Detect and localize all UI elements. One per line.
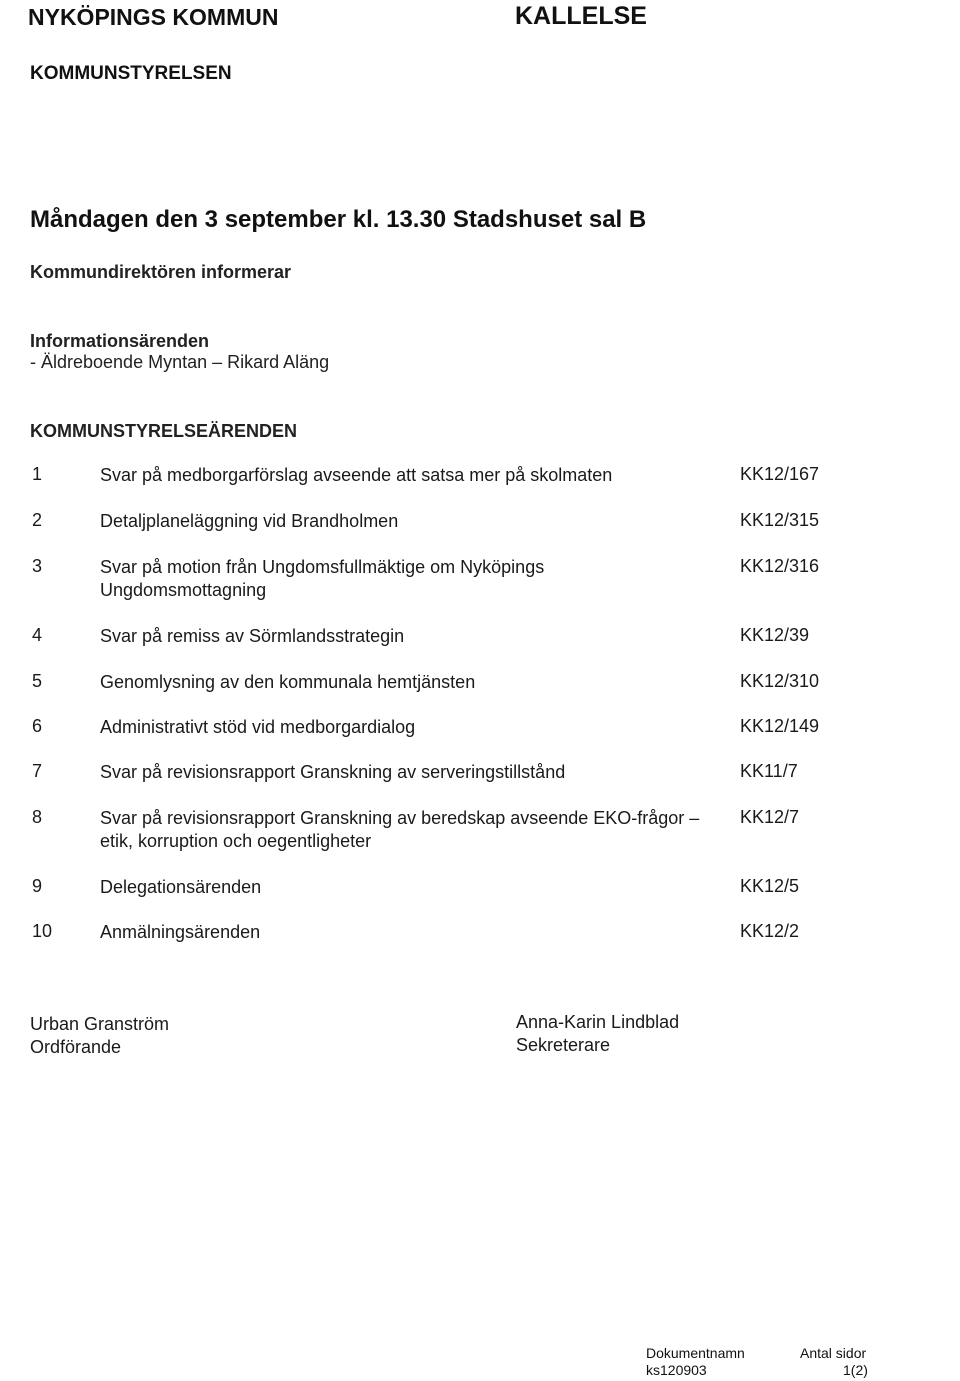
document-name: ks120903: [646, 1362, 707, 1378]
document-name-label: Dokumentnamn: [646, 1345, 745, 1361]
agenda-item-number: 9: [32, 876, 43, 896]
pages-label: Antal sidor: [800, 1345, 867, 1361]
agenda-item-number: 6: [32, 716, 43, 736]
agenda-item-title: Svar på revisionsrapport Granskning av beredskap avseende EKO-frågor – etik, korruption och oegentligheter: [100, 808, 700, 851]
signature-name: Anna-Karin Lindblad: [516, 1012, 680, 1032]
agenda-item-ref: KK12/39: [740, 625, 810, 645]
organization-name: NYKÖPINGS KOMMUN: [28, 4, 279, 30]
agenda-item-number: 10: [32, 921, 53, 941]
agenda-item-title: Delegationsärenden: [100, 877, 262, 897]
agenda-item-title: Svar på remiss av Sörmlandsstrategin: [100, 626, 405, 646]
signature-role: Sekreterare: [516, 1035, 611, 1055]
document-type: KALLELSE: [515, 2, 647, 30]
signature-name: Urban Granström: [30, 1014, 170, 1034]
agenda-item-number: 7: [32, 761, 43, 781]
signature-role: Ordförande: [30, 1037, 122, 1057]
agenda-item-ref: KK12/316: [740, 556, 820, 576]
agenda-item-title: Administrativt stöd vid medborgardialog: [100, 717, 416, 737]
agenda-item-number: 8: [32, 807, 43, 827]
agenda-item-title: Svar på revisionsrapport Granskning av serveringstillstånd: [100, 762, 566, 782]
information-item: - Äldreboende Myntan – Rikard Aläng: [30, 352, 330, 372]
agenda-item-number: 1: [32, 464, 43, 484]
agenda-item-ref: KK12/7: [740, 807, 800, 827]
agenda-item-title: Anmälningsärenden: [100, 922, 261, 942]
signature-secretary: [516, 1011, 679, 1057]
agenda-item-number: 3: [32, 556, 43, 576]
signature-chair: [30, 1013, 169, 1059]
agenda-item-title: Detaljplaneläggning vid Brandholmen: [100, 511, 399, 531]
information-heading: Informationsärenden: [30, 331, 210, 351]
agenda-item-ref: KK11/7: [740, 761, 798, 781]
pages-count: 1(2): [843, 1362, 868, 1378]
agenda-item-ref: KK12/310: [740, 671, 820, 691]
agenda-item-number: 2: [32, 510, 43, 530]
board-name: KOMMUNSTYRELSEN: [30, 63, 232, 84]
agenda-item-ref: KK12/5: [740, 876, 800, 896]
director-info: Kommundirektören informerar: [30, 262, 292, 282]
agenda-item-title: Svar på motion från Ungdomsfullmäktige om Nyköpings Ungdomsmottagning: [100, 557, 545, 600]
agenda-item-title: Svar på medborgarförslag avseende att satsa mer på skolmaten: [100, 465, 613, 485]
agenda-item-number: 5: [32, 671, 43, 691]
agenda-item-ref: KK12/167: [740, 464, 820, 484]
agenda-item-number: 4: [32, 625, 43, 645]
agenda-item-title: Genomlysning av den kommunala hemtjänsten: [100, 672, 476, 692]
meeting-datetime-place: Måndagen den 3 september kl. 13.30 Stadshuset sal B: [30, 206, 647, 233]
agenda-item-ref: KK12/2: [740, 921, 800, 941]
agenda-heading: KOMMUNSTYRELSEÄRENDEN: [30, 421, 298, 441]
agenda-item-ref: KK12/315: [740, 510, 820, 530]
agenda-item-ref: KK12/149: [740, 716, 820, 736]
